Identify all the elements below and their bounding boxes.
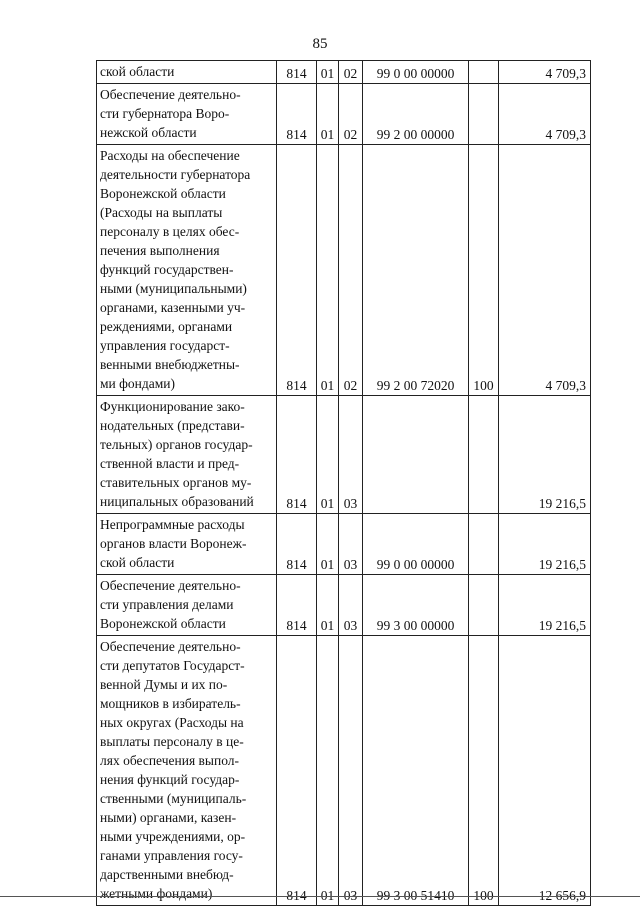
table-row xyxy=(97,636,591,906)
expense-type-cell: 100 xyxy=(469,636,499,906)
item-name-line: ными учреждениями, ор- xyxy=(100,829,246,844)
item-name-line: сти управления делами xyxy=(100,597,234,612)
subsection-code-cell: 02 xyxy=(339,145,363,396)
section-code-cell: 01 xyxy=(317,84,339,145)
item-name-line: органами, казенными уч- xyxy=(100,300,246,315)
subsection-code-cell: 02 xyxy=(339,84,363,145)
expense-type-cell: 100 xyxy=(469,145,499,396)
expense-type-cell xyxy=(469,84,499,145)
ministry-code-cell: 814 xyxy=(277,396,317,514)
item-name-line: нежской области xyxy=(100,125,197,140)
subsection-code-cell: 03 xyxy=(339,396,363,514)
target-article-cell: 99 0 00 00000 xyxy=(363,61,469,84)
expense-type-cell xyxy=(469,575,499,636)
target-article-cell: 99 2 00 72020 xyxy=(363,145,469,396)
page-number: 85 xyxy=(312,36,328,52)
item-name-cell xyxy=(97,61,277,84)
item-name-line: (Расходы на выплаты xyxy=(100,205,223,220)
item-name-line: ской области xyxy=(100,555,175,570)
item-name-line: Обеспечение деятельно- xyxy=(100,639,241,654)
amount-cell: 19 216,5 xyxy=(499,514,591,575)
ministry-code-cell: 814 xyxy=(277,514,317,575)
item-name-line: персоналу в целях обес- xyxy=(100,224,240,239)
item-name-line: ской области xyxy=(100,64,175,79)
item-name-line: ственной власти и пред- xyxy=(100,456,240,471)
item-name-line: сти депутатов Государст- xyxy=(100,658,245,673)
amount-cell: 19 216,5 xyxy=(499,396,591,514)
item-name-line: ставительных органов му- xyxy=(100,475,252,490)
subsection-code-cell: 02 xyxy=(339,61,363,84)
subsection-code-cell: 03 xyxy=(339,575,363,636)
item-name-line: выплаты персоналу в це- xyxy=(100,734,244,749)
table-row xyxy=(97,575,591,636)
section-code-cell: 01 xyxy=(317,61,339,84)
target-article-cell: 99 0 00 00000 xyxy=(363,514,469,575)
amount-cell: 19 216,5 xyxy=(499,575,591,636)
item-name-line: ниципальных образований xyxy=(100,494,254,509)
item-name-line: жетными фондами) xyxy=(100,886,213,901)
ministry-code-cell: 814 xyxy=(277,84,317,145)
section-code-cell: 01 xyxy=(317,575,339,636)
expense-type-cell xyxy=(469,396,499,514)
item-name-line: ными) органами, казен- xyxy=(100,810,237,825)
target-article-cell: 99 3 00 00000 xyxy=(363,575,469,636)
item-name-line: сти губернатора Воро- xyxy=(100,106,230,121)
item-name-line: ных округах (Расходы на xyxy=(100,715,244,730)
item-name-line: нения функций государ- xyxy=(100,772,240,787)
item-name-line: лях обеспечения выпол- xyxy=(100,753,240,768)
target-article-cell xyxy=(363,396,469,514)
table-row xyxy=(97,84,591,145)
footer-divider xyxy=(0,896,640,897)
expense-type-cell xyxy=(469,514,499,575)
amount-cell: 4 709,3 xyxy=(499,61,591,84)
table-row xyxy=(97,61,591,84)
item-name-cell xyxy=(97,396,277,514)
item-name-line: управления государст- xyxy=(100,338,230,353)
item-name-line: Расходы на обеспечение xyxy=(100,148,240,163)
section-code-cell: 01 xyxy=(317,636,339,906)
ministry-code-cell: 814 xyxy=(277,636,317,906)
item-name-line: Воронежской области xyxy=(100,186,226,201)
table-row xyxy=(97,145,591,396)
table-row xyxy=(97,396,591,514)
item-name-line: деятельности губернатора xyxy=(100,167,251,182)
item-name-line: венными внебюджетны- xyxy=(100,357,240,372)
item-name-line: Обеспечение деятельно- xyxy=(100,87,241,102)
section-code-cell: 01 xyxy=(317,396,339,514)
item-name-line: венной Думы и их по- xyxy=(100,677,228,692)
ministry-code-cell: 814 xyxy=(277,61,317,84)
item-name-line: ными (муниципальными) xyxy=(100,281,247,296)
item-name-line: печения выполнения xyxy=(100,243,220,258)
item-name-cell xyxy=(97,514,277,575)
section-code-cell: 01 xyxy=(317,145,339,396)
item-name-cell xyxy=(97,575,277,636)
item-name-line: Воронежской области xyxy=(100,616,226,631)
amount-cell: 4 709,3 xyxy=(499,145,591,396)
item-name-line: ственными (муниципаль- xyxy=(100,791,247,806)
item-name-line: органов власти Воронеж- xyxy=(100,536,247,551)
item-name-cell xyxy=(97,145,277,396)
item-name-line: ганами управления госу- xyxy=(100,848,243,863)
item-name-line: мощников в избиратель- xyxy=(100,696,241,711)
ministry-code-cell: 814 xyxy=(277,145,317,396)
subsection-code-cell: 03 xyxy=(339,514,363,575)
item-name-line: Непрограммные расходы xyxy=(100,517,245,532)
item-name-line: нодательных (представи- xyxy=(100,418,245,433)
item-name-line: ми фондами) xyxy=(100,376,175,391)
budget-table xyxy=(96,60,591,906)
subsection-code-cell: 03 xyxy=(339,636,363,906)
item-name-cell xyxy=(97,636,277,906)
item-name-line: дарственными внебюд- xyxy=(100,867,234,882)
table-row xyxy=(97,514,591,575)
item-name-line: Функционирование зако- xyxy=(100,399,245,414)
section-code-cell: 01 xyxy=(317,514,339,575)
expense-type-cell xyxy=(469,61,499,84)
ministry-code-cell: 814 xyxy=(277,575,317,636)
amount-cell: 12 656,9 xyxy=(499,636,591,906)
table-body xyxy=(97,61,591,906)
item-name-line: реждениями, органами xyxy=(100,319,233,334)
target-article-cell: 99 3 00 51410 xyxy=(363,636,469,906)
item-name-line: Обеспечение деятельно- xyxy=(100,578,241,593)
target-article-cell: 99 2 00 00000 xyxy=(363,84,469,145)
item-name-cell xyxy=(97,84,277,145)
item-name-line: тельных) органов государ- xyxy=(100,437,253,452)
amount-cell: 4 709,3 xyxy=(499,84,591,145)
item-name-line: функций государствен- xyxy=(100,262,234,277)
